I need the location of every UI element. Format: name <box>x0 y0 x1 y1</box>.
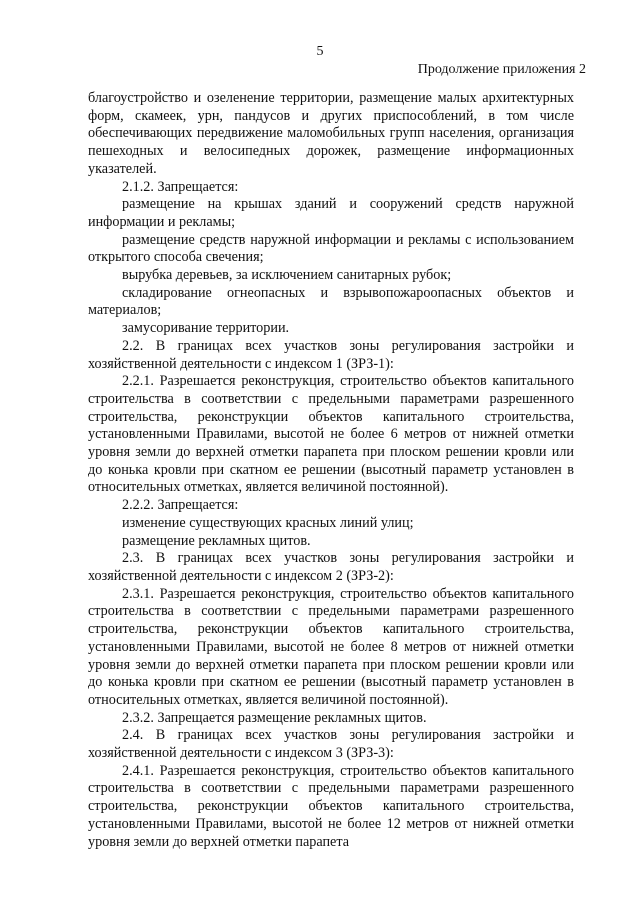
paragraph: 2.4.1. Разрешается реконструкция, строительство объектов капитального строительства в соответствии с предельными параметрами разрешенного строительства, реконструкции объектов капитального строительства, установленными Правилами, высотой не более 12 метров от нижней отметки уровня земли до верхней отметки парапета <box>88 762 574 850</box>
paragraph: благоустройство и озеленение территории, размещение малых архитектурных форм, скамеек, урн, пандусов и других приспособлений, в том числе обеспечивающих передвижение маломобильных групп населения, организация пешеходных и велосипедных дорожек, размещение информационных указателей. <box>88 90 574 177</box>
paragraph: вырубка деревьев, за исключением санитарных рубок; <box>122 267 452 284</box>
document-body <box>88 90 574 851</box>
paragraph: 2.2.2. Запрещается: <box>122 497 239 514</box>
paragraph: складирование огнеопасных и взрывопожароопасных объектов и материалов; <box>88 284 574 319</box>
paragraph: изменение существующих красных линий улиц; <box>122 514 414 531</box>
paragraph: 2.3. В границах всех участков зоны регулирования застройки и хозяйственной деятельности с индексом 2 (ЗРЗ-2): <box>88 550 574 584</box>
paragraph: 2.3.1. Разрешается реконструкция, строительство объектов капитального строительства в соответствии с предельными параметрами разрешенного строительства, реконструкции объектов капитального строительства, установленными Правилами, высотой не более 8 метров от нижней отметки уровня земли до верхней отметки парапета при плоском решении кровли или до конька кровли при скатном ее решении (высотный параметр установлен в относительных отметках, является величиной постоянной). <box>88 585 574 708</box>
paragraph: размещение на крышах зданий и сооружений средств наружной информации и рекламы; <box>88 196 574 230</box>
paragraph: 2.3.2. Запрещается размещение рекламных щитов. <box>122 709 427 726</box>
paragraph: 2.2. В границах всех участков зоны регулирования застройки и хозяйственной деятельности с индексом 1 (ЗРЗ-1): <box>88 337 574 372</box>
paragraph: 2.4. В границах всех участков зоны регулирования застройки и хозяйственной деятельности с индексом 3 (ЗРЗ-3): <box>88 727 574 762</box>
paragraph: размещение рекламных щитов. <box>122 532 311 549</box>
appendix-continuation-label: Продолжение приложения 2 <box>417 62 586 77</box>
page-number: 5 <box>316 44 324 59</box>
paragraph: 2.2.1. Разрешается реконструкция, строительство объектов капитального строительства в соответствии с предельными параметрами разрешенного строительства, реконструкции объектов капитального строительства, установленными Правилами, высотой не более 6 метров от нижней отметки уровня земли до верхней отметки парапета при плоском решении кровли или до конька кровли при скатном ее решении (высотный параметр установлен в относительных отметках, является величиной постоянной). <box>88 373 574 496</box>
paragraph: замусоривание территории. <box>122 320 290 337</box>
paragraph: размещение средств наружной информации и рекламы с использованием открытого способа свечения; <box>88 231 574 266</box>
paragraph: 2.1.2. Запрещается: <box>122 178 239 195</box>
